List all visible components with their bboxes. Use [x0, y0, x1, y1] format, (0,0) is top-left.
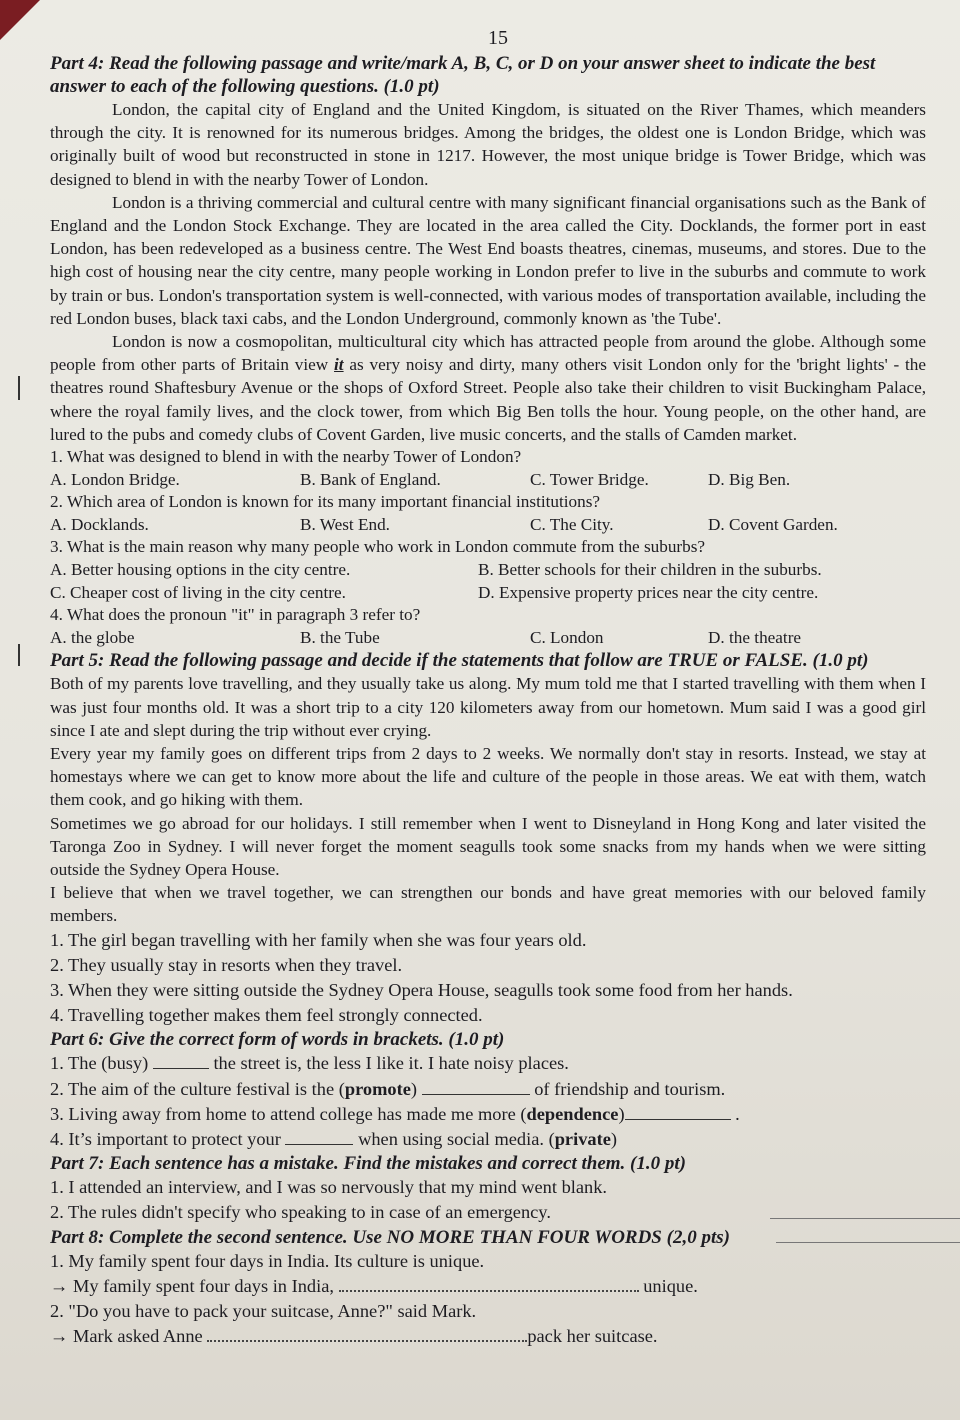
part-8-heading: Part 8: Complete the second sentence. Use NO MORE THAN FOUR WORDS (2,0 pts)	[50, 1226, 730, 1248]
option-d[interactable]: D. Covent Garden.	[708, 514, 838, 534]
part-7-heading: Part 7: Each sentence has a mistake. Find the mistakes and correct them. (1.0 pt)	[50, 1153, 686, 1175]
option-d[interactable]: D. Expensive property prices near the city centre.	[478, 582, 819, 602]
question-text: 3. What is the main reason why many people who work in London commute from the suburbs?	[50, 537, 706, 557]
question	[50, 446, 926, 491]
paragraph-text: London is now a cosmopolitan, multicultural city which has attracted people from around the globe. Although some people from other parts of Britain view	[50, 332, 926, 375]
part-4	[50, 52, 926, 649]
passage-paragraph: Every year my family goes on different trips from 2 days to 2 weeks. We normally don't stay in resorts. Instead, we stay at homestays where we can get to know more about the life and culture of the people in those areas. We eat with them, watch them cook, and go hiking with them.	[50, 744, 926, 810]
option-d[interactable]: D. the theatre	[708, 627, 802, 647]
item-text: 4. It’s important to protect your	[50, 1129, 286, 1150]
part-6-heading: Part 6: Give the correct form of words in brackets. (1.0 pt)	[50, 1029, 505, 1051]
page-number: 15	[488, 27, 508, 49]
part-6	[50, 1028, 926, 1152]
option-c[interactable]: C. London	[530, 627, 604, 647]
part-8	[50, 1226, 926, 1350]
item-text: → Mark asked Anne	[50, 1326, 208, 1347]
question-text: 1. What was designed to blend in with the nearby Tower of London?	[50, 447, 522, 467]
answer-blank[interactable]	[339, 1276, 639, 1292]
word-form-item	[50, 1102, 926, 1127]
option-b[interactable]: B. Bank of England.	[300, 469, 441, 489]
option-a[interactable]: A. Better housing options in the city centre.	[50, 560, 351, 580]
word-form-item	[50, 1051, 926, 1076]
option-a[interactable]: A. the globe	[50, 627, 135, 647]
margin-mark	[18, 376, 20, 400]
item-text: the street is, the less I like it. I hate noisy places.	[208, 1053, 569, 1074]
item-text: when using social media. (	[353, 1129, 555, 1150]
option-c[interactable]: C. Cheaper cost of living in the city centre.	[50, 582, 346, 602]
base-word: promote	[344, 1078, 411, 1099]
options	[50, 559, 926, 582]
statement: 2. They usually stay in resorts when they travel.	[50, 954, 403, 975]
part-5-heading: Part 5: Read the following passage and decide if the statements that follow are TRUE or FALSE. (1.0 pt)	[50, 650, 869, 672]
item-text: )	[410, 1078, 422, 1099]
rewrite-sentence	[50, 1274, 926, 1299]
item-text: 1. The (busy)	[50, 1053, 153, 1074]
option-a[interactable]: A. London Bridge.	[50, 469, 180, 489]
error-sentence: 1. I attended an interview, and I was so nervously that my mind went blank.	[50, 1177, 608, 1198]
option-b[interactable]: B. West End.	[300, 514, 390, 534]
option-c[interactable]: C. The City.	[530, 514, 614, 534]
original-sentence: 2. "Do you have to pack your suitcase, Anne?" said Mark.	[50, 1301, 477, 1322]
answer-blank[interactable]	[285, 1130, 353, 1145]
error-sentence: 2. The rules didn't specify who speaking to in case of an emergency.	[50, 1202, 551, 1223]
question	[50, 604, 926, 649]
word-form-item	[50, 1127, 926, 1152]
answer-blank[interactable]	[422, 1080, 530, 1095]
part-7	[50, 1152, 926, 1225]
item-text: .	[730, 1103, 740, 1124]
option-c[interactable]: C. Tower Bridge.	[530, 469, 649, 489]
answer-line	[770, 1218, 960, 1219]
base-word: dependence	[526, 1103, 619, 1124]
question	[50, 491, 926, 536]
original-sentence: 1. My family spent four days in India. Its culture is unique.	[50, 1250, 485, 1271]
item-text: )	[610, 1129, 618, 1150]
item-text: 2. The aim of the culture festival is the (	[50, 1078, 345, 1099]
question-text: 4. What does the pronoun "it" in paragraph 3 refer to?	[50, 605, 421, 625]
passage-paragraph	[50, 330, 926, 446]
passage-paragraph: London, the capital city of England and the United Kingdom, is situated on the River Thames, which meanders through the city. It is renowned for its numerous bridges. Among the bridges, the oldest one is London Bridge, which was originally built of wood but reconstructed in stone in 1217. However, the most unique bridge is Tower Bridge, which was designed to blend in with the nearby Tower of London.	[50, 100, 926, 189]
item-text: of friendship and tourism.	[529, 1078, 726, 1099]
statement: 1. The girl began travelling with her family when she was four years old.	[50, 929, 587, 950]
pronoun-it: it	[334, 355, 344, 375]
options	[50, 582, 926, 605]
options	[50, 627, 926, 650]
answer-blank[interactable]	[207, 1326, 527, 1342]
item-text: pack her suitcase.	[527, 1326, 658, 1347]
answer-blank[interactable]	[153, 1054, 209, 1069]
passage-paragraph: I believe that when we travel together, we can strengthen our bonds and have great memories with our beloved family members.	[50, 883, 926, 926]
option-b[interactable]: B. the Tube	[300, 627, 380, 647]
base-word: private	[554, 1129, 611, 1150]
answer-line	[776, 1242, 960, 1243]
item-text: 3. Living away from home to attend college has made me more (	[50, 1103, 527, 1124]
rewrite-sentence	[50, 1324, 926, 1349]
part-4-heading: Part 4: Read the following passage and write/mark A, B, C, or D on your answer sheet to indicate the best answer to each of the following questions. (1.0 pt)	[50, 53, 876, 97]
passage-paragraph: Both of my parents love travelling, and they usually take us along. My mum told me that I started travelling with them when I was just four months old. It was a short trip to a city 120 kilometers away from our hometown. Mum said I was a good girl since I ate and slept during the trip without ever crying.	[50, 674, 926, 740]
option-a[interactable]: A. Docklands.	[50, 514, 149, 534]
item-text: → My family spent four days in India,	[50, 1275, 339, 1296]
part-5	[50, 649, 926, 1028]
paragraph-text: as very noisy and dirty, many others visit London only for the 'bright lights' - the theatres round Shaftesbury Avenue or the shops of Oxford Street. People also take their children to visit Buckingham Palace, where the royal family lives, and the clock tower, from which Big Ben tolls the hour. Young people, on the other hand, are lured to the pubs and comedy clubs of Covent Garden, live music concerts, and the stalls of Camden market.	[50, 355, 927, 444]
statement: 3. When they were sitting outside the Sydney Opera House, seagulls took some food from her hands.	[50, 980, 793, 1001]
question	[50, 536, 926, 604]
corner-mark	[0, 0, 40, 40]
item-text: unique.	[638, 1275, 698, 1296]
word-form-item	[50, 1077, 926, 1102]
option-d[interactable]: D. Big Ben.	[708, 469, 791, 489]
options	[50, 469, 926, 492]
item-text: )	[618, 1103, 625, 1124]
option-b[interactable]: B. Better schools for their children in the suburbs.	[478, 560, 822, 580]
answer-blank[interactable]	[625, 1105, 731, 1120]
passage-paragraph: London is a thriving commercial and cultural centre with many significant financial organisations such as the Bank of England and the London Stock Exchange. They are located in the area called the City. Docklands, the former port in east London, has been redeveloped as a business centre. The West End boasts theatres, cinemas, museums, and stores. Due to the high cost of housing near the city centre, many people working in London prefer to live in the suburbs and commute to work by train or bus. London's transportation system is well-connected, with various modes of transportation available, including the red London buses, black taxi cabs, and the London Underground, commonly known as 'the Tube'.	[50, 192, 926, 328]
margin-mark	[18, 644, 20, 666]
question-text: 2. Which area of London is known for its many important financial institutions?	[50, 492, 601, 512]
passage-paragraph: Sometimes we go abroad for our holidays. I still remember when I went to Disneyland in Hong Kong and later visited the Taronga Zoo in Sydney. I will never forget the moment seagulls took some snacks from my hands when we were sitting outside the Sydney Opera House.	[50, 813, 926, 880]
statement: 4. Travelling together makes them feel strongly connected.	[50, 1005, 483, 1026]
options	[50, 514, 926, 537]
